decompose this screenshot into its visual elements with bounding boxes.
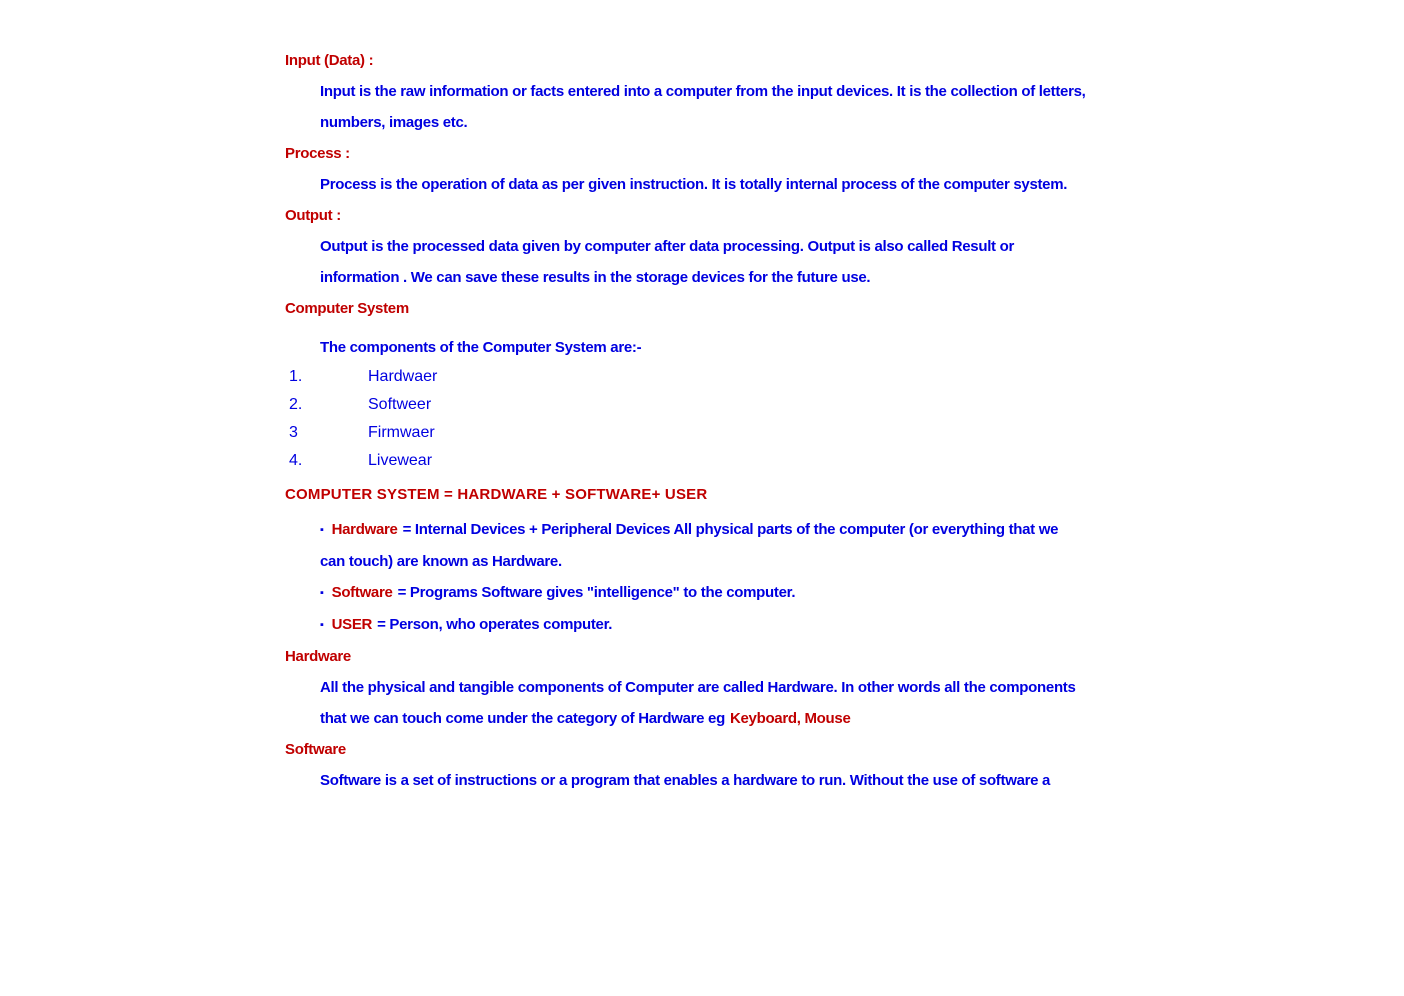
heading-process: Process :	[285, 145, 350, 162]
bullet-user-line	[285, 609, 1385, 641]
bullet-term-software: Software	[331, 584, 393, 601]
square-bullet-icon: ▪	[320, 524, 324, 536]
list-item-label: Firmwaer	[368, 424, 435, 441]
hardware-paragraph-line-1: All the physical and tangible components of Computer are called Hardware. In other words all the components	[320, 679, 1076, 696]
components-list	[285, 363, 1385, 475]
list-item-label: Livewear	[368, 452, 433, 469]
list-item-label: Hardwaer	[368, 368, 438, 385]
definition-bullets	[285, 514, 1385, 641]
list-item-label: Softweer	[368, 396, 432, 413]
input-paragraph-line-2: numbers, images etc.	[320, 114, 468, 131]
heading-hardware: Hardware	[285, 648, 351, 665]
heading-computer-system: Computer System	[285, 300, 409, 317]
software-paragraph-line-1: Software is a set of instructions or a program that enables a hardware to run. Without the use of software a	[320, 772, 1051, 789]
output-paragraph-line-2: information . We can save these results in the storage devices for the future use.	[320, 269, 871, 286]
list-item-number: 4.	[289, 452, 303, 469]
bullet-term-hardware: Hardware	[331, 521, 398, 538]
process-paragraph-line-1: Process is the operation of data as per given instruction. It is totally internal process of the computer system.	[320, 176, 1068, 193]
input-paragraph-line-1: Input is the raw information or facts entered into a computer from the input devices. It is the collection of letters,	[320, 83, 1086, 100]
computer-system-formula: COMPUTER SYSTEM = HARDWARE + SOFTWARE+ USER	[285, 486, 708, 503]
hardware-paragraph-text: that we can touch come under the category of Hardware eg	[320, 710, 725, 727]
hardware-examples-highlight: Keyboard, Mouse	[729, 710, 851, 727]
square-bullet-icon: ▪	[320, 587, 324, 599]
bullet-software-line	[285, 577, 1385, 609]
bullet-text: = Person, who operates computer.	[377, 616, 613, 633]
document-page	[285, 45, 1385, 796]
bullet-hardware-line-1	[285, 514, 1385, 546]
list-item-number: 3	[289, 424, 298, 441]
list-item-number: 2.	[289, 396, 303, 413]
list-item	[285, 447, 1385, 475]
list-item	[285, 391, 1385, 419]
bullet-hardware-line-2: can touch) are known as Hardware.	[320, 553, 562, 570]
square-bullet-icon: ▪	[320, 619, 324, 631]
computer-system-intro: The components of the Computer System are:-	[320, 339, 642, 356]
hardware-paragraph-line-2	[285, 703, 1385, 734]
list-item-number: 1.	[289, 368, 303, 385]
heading-output: Output :	[285, 207, 341, 224]
bullet-term-user: USER	[331, 616, 373, 633]
heading-input-data: Input (Data) :	[285, 52, 374, 69]
list-item	[285, 419, 1385, 447]
heading-software: Software	[285, 741, 346, 758]
bullet-text: = Programs Software gives "intelligence" to the computer.	[397, 584, 796, 601]
output-paragraph-line-1: Output is the processed data given by computer after data processing. Output is also called Result or	[320, 238, 1015, 255]
bullet-text: = Internal Devices + Peripheral Devices All physical parts of the computer (or everything that we	[402, 521, 1059, 538]
list-item	[285, 363, 1385, 391]
